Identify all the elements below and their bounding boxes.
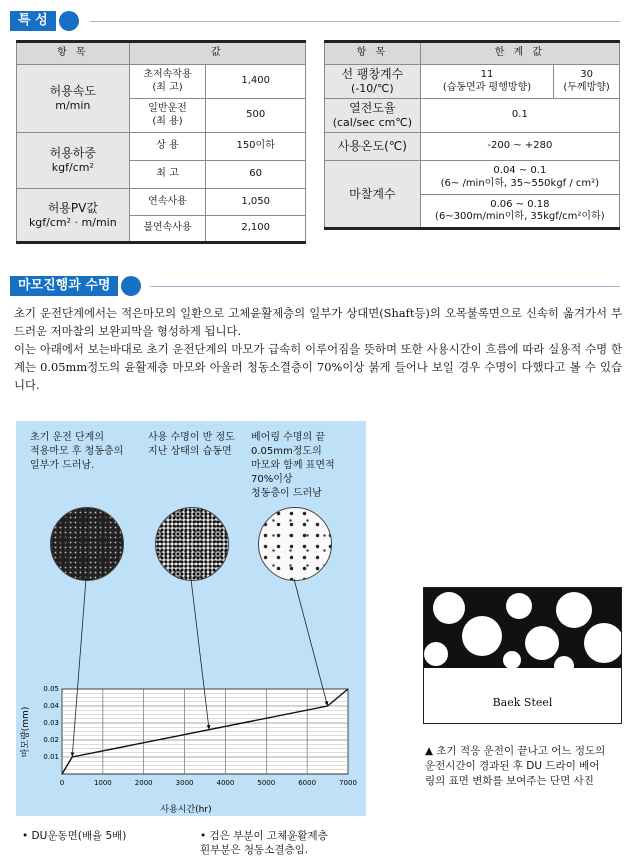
sub-item: 상 용 — [129, 133, 206, 161]
y-tick-labels — [43, 685, 59, 761]
figure-note-left: • DU운동면(배율 5배) — [22, 830, 127, 842]
y-tick-label: 0.01 — [43, 753, 59, 761]
table-header: 값 — [129, 42, 305, 65]
wear-chart — [16, 421, 366, 816]
x-tick-label: 5000 — [257, 779, 276, 787]
x-axis-label: 사용시간(hr) — [160, 805, 212, 815]
wear-figure-panel — [16, 421, 366, 816]
photo-caption: ▲ 초기 적응 운전이 끝나고 어느 정도의 운전시간이 경과된 후 DU 드라이 베어 링의 표면 변화를 보여주는 단면 사진 — [425, 745, 606, 787]
section-divider — [90, 21, 620, 22]
row-label-allowable-pv: 허용PV값 kgf/cm² · m/min — [17, 189, 130, 243]
sub-item: 연속사용 — [129, 189, 206, 216]
table-header: 한 계 값 — [420, 42, 619, 65]
row-label-allowable-speed: 허용속도 m/min — [17, 65, 130, 133]
section-divider — [150, 286, 620, 287]
table-header: 항 목 — [17, 42, 130, 65]
x-tick-label: 0 — [59, 779, 65, 787]
row-label-temperature: 사용온도(℃) — [325, 133, 421, 161]
table-cell-value: 2,100 — [206, 216, 306, 243]
table-cell-value: 30 (두께방향) — [554, 65, 620, 99]
x-tick-label: 1000 — [93, 779, 112, 787]
y-tick-label: 0.05 — [43, 685, 59, 693]
section-title-wear — [10, 275, 141, 297]
properties-table — [16, 40, 306, 244]
section-title-characteristics — [10, 10, 79, 32]
y-tick-label: 0.02 — [43, 736, 59, 744]
sub-item: 최 고 — [129, 161, 206, 189]
pointer-line — [294, 579, 328, 706]
sub-item: 불연속사용 — [129, 216, 206, 243]
x-tick-label: 3000 — [175, 779, 194, 787]
y-tick-label: 0.04 — [43, 702, 59, 710]
bullet-dot-icon — [59, 11, 79, 31]
x-tick-label: 2000 — [134, 779, 153, 787]
table-cell-value: 60 — [206, 161, 306, 189]
sub-item: 초저속작용 (최 고) — [129, 65, 206, 99]
table-cell-value: 11 (습동면과 평행방향) — [420, 65, 553, 99]
x-tick-label: 6000 — [298, 779, 317, 787]
limits-table — [324, 40, 620, 230]
paragraph: 이는 아래에서 보는바대로 초기 운전단계의 마모가 급속히 이루어짐을 뜻하며 또한 사용시간이 흐름에 따라 실용적 수명 한계는 0.05mm정도의 윤활제층 마모와 아울러 청동소결층이 70%이상 붉게 들어나 보일 경우 수명이 다했다고 볼 수 있습니다. — [14, 342, 622, 392]
body-text — [14, 304, 622, 394]
x-tick-labels — [60, 779, 357, 787]
x-tick-label: 4000 — [216, 779, 235, 787]
caption-end-of-life: 베어링 수명의 끝 0.05mm정도의 마모와 함께 표면적 70%이상 청동층이 드러남 — [251, 432, 335, 499]
section-title-label: 특 성 — [10, 11, 56, 31]
row-label-friction: 마찰계수 — [325, 161, 421, 229]
caption-half-life: 사용 수명이 반 정도 지난 상태의 습동면 — [148, 432, 235, 457]
row-label-thermal-conductivity: 열전도율 (cal/sec cm℃) — [325, 99, 421, 133]
figure-note-right: • 검은 부분이 고체윤활제층 흰부분은 청동소결층임. — [200, 830, 328, 856]
y-tick-label: 0.03 — [43, 719, 59, 727]
sub-item: 일반운전 (최 용) — [129, 99, 206, 133]
row-label-expansion: 선 팽창계수 (-10/℃) — [325, 65, 421, 99]
photo-label: Baek Steel — [492, 696, 553, 709]
table-cell-value: 500 — [206, 99, 306, 133]
section-title-label: 마모진행과 수명 — [10, 276, 118, 296]
table-cell-value: 0.1 — [420, 99, 619, 133]
paragraph: 초기 운전단계에서는 적은마모의 일환으로 고체윤활제층의 일부가 상대면(Shaft등)의 오목불록면으로 신속히 옮겨가서 부드러운 저마찰의 보완피막을 형성하게 됩니다. — [14, 306, 622, 338]
chart-grid — [62, 689, 348, 774]
table-header: 항 목 — [325, 42, 421, 65]
table-cell-value: 0.04 ~ 0.1 (6~ /min이하, 35~550kgf / cm²) — [420, 161, 619, 195]
bullet-dot-icon — [121, 276, 141, 296]
caption-initial: 초기 운전 단계의 적용마모 후 청동층의 일부가 드러남. — [30, 432, 124, 471]
y-axis-label: 마모량(mm) — [21, 706, 31, 758]
table-cell-value: 1,050 — [206, 189, 306, 216]
table-cell-value: 150이하 — [206, 133, 306, 161]
x-tick-label: 7000 — [339, 779, 357, 787]
table-cell-value: 0.06 ~ 0.18 (6~300m/min이하, 35kgf/cm²이하) — [420, 195, 619, 229]
table-cell-value: -200 ~ +280 — [420, 133, 619, 161]
cross-section-photo — [423, 587, 622, 724]
table-cell-value: 1,400 — [206, 65, 306, 99]
row-label-allowable-load: 허용하중 kgf/cm² — [17, 133, 130, 189]
